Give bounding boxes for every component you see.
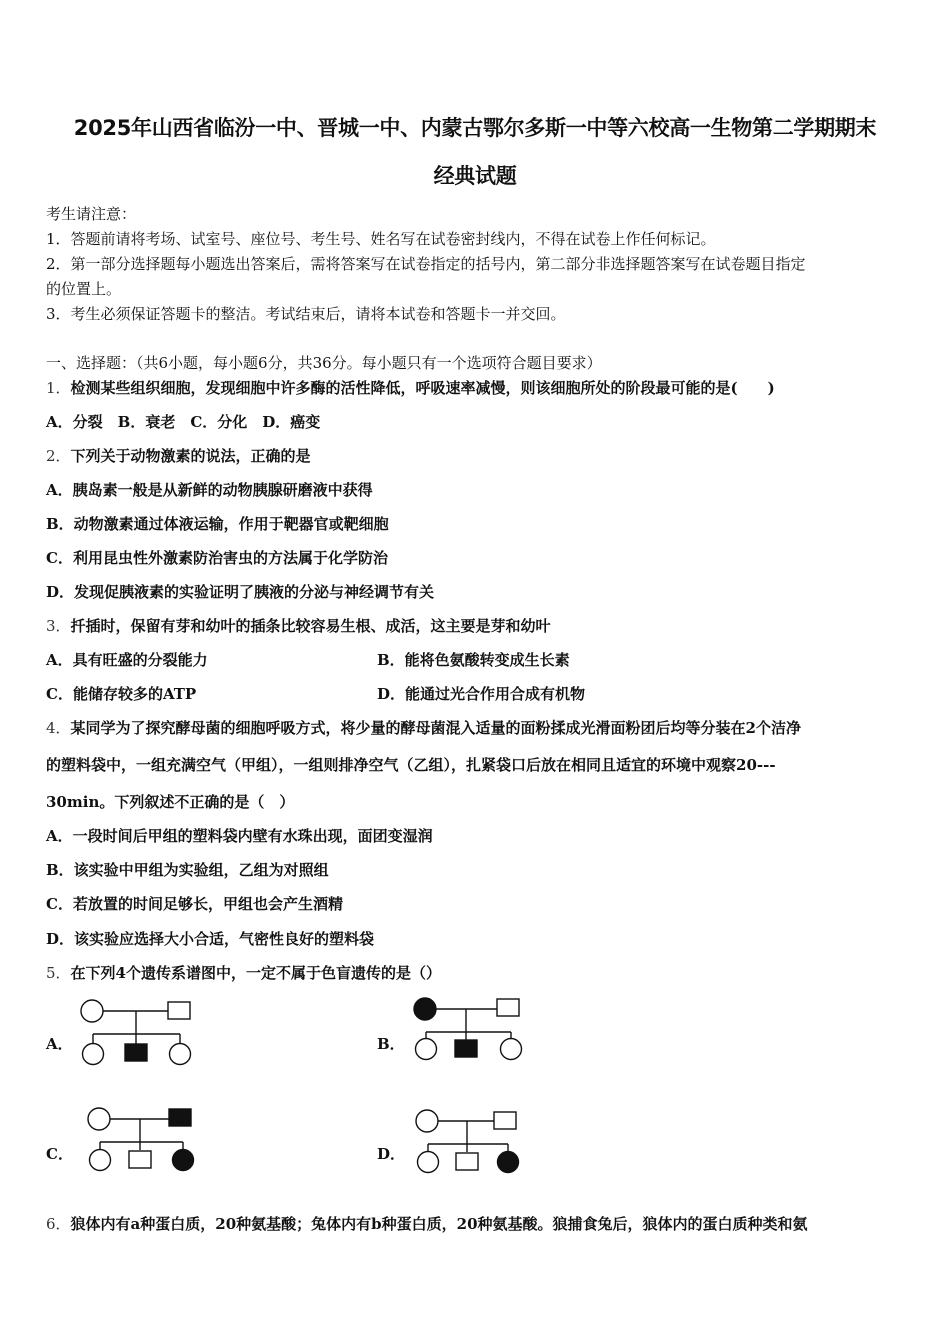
question-4-stem-2: 的塑料袋中，一组充满空气（甲组），一组则排净空气（乙组），扎紧袋口后放在相同且适宜的环境中观察20--- <box>46 756 776 774</box>
pedigree-c-affected-daughter <box>173 1150 194 1171</box>
pedigree-c-affected-father <box>169 1109 191 1126</box>
question-5-number: 5． <box>46 964 71 982</box>
pedigree-b-daughter <box>416 1039 437 1060</box>
pedigree-c-label: C． <box>46 1145 73 1163</box>
question-3-option-d: D．能通过光合作用合成有机物 <box>377 685 586 703</box>
question-3-stem: 扦插时，保留有芽和幼叶的插条比较容易生根、成活，这主要是芽和幼叶 <box>70 617 551 635</box>
pedigree-d-daughter <box>418 1152 439 1173</box>
notice-item-2: 2．第一部分选择题每小题选出答案后，需将答案写在试卷指定的括号内，第二部分非选择题答案写在试卷题目指定 <box>46 255 806 273</box>
question-1-number: 1． <box>46 379 71 397</box>
question-2-option-d: D．发现促胰液素的实验证明了胰液的分泌与神经调节有关 <box>46 583 435 601</box>
notice-item-1: 1．答题前请将考场、试室号、座位号、考生号、姓名写在试卷密封线内，不得在试卷上作任何标记。 <box>46 230 716 248</box>
section-heading: 一、选择题：（共6小题，每小题6分，共36分。每小题只有一个选项符合题目要求） <box>46 354 602 372</box>
question-2 <box>46 445 311 466</box>
question-6 <box>46 1213 808 1234</box>
pedigree-b-affected-son <box>455 1040 477 1057</box>
pedigree-c-daughter <box>90 1150 111 1171</box>
pedigree-c-mother <box>88 1108 110 1130</box>
question-1-stem: 检测某些组织细胞，发现细胞中许多酶的活性降低，呼吸速率减慢，则该细胞所处的阶段最可能的是( ) <box>70 379 775 397</box>
exam-title-line-1: 2025年山西省临汾一中、晋城一中、内蒙古鄂尔多斯一中等六校高一生物第二学期期末 <box>73 116 877 140</box>
pedigree-c-son <box>129 1151 151 1168</box>
pedigree-d-label: D． <box>377 1145 406 1163</box>
question-3-number: 3． <box>46 617 71 635</box>
notice-heading: 考生请注意： <box>46 205 137 223</box>
pedigree-b-label: B． <box>377 1035 405 1053</box>
question-4-stem-1: 某同学为了探究酵母菌的细胞呼吸方式，将少量的酵母菌混入适量的面粉揉成光滑面粉团后均等分装在2个洁净 <box>70 719 801 737</box>
question-2-stem: 下列关于动物激素的说法，正确的是 <box>70 447 311 465</box>
question-3 <box>46 615 551 636</box>
pedigree-a-father <box>168 1002 190 1019</box>
question-3-option-b: B．能将色氨酸转变成生长素 <box>377 651 570 669</box>
question-3-option-c: C．能储存较多的ATP <box>46 685 197 703</box>
pedigree-a-daughter-2 <box>170 1044 191 1065</box>
notice-item-3: 3．考生必须保证答题卡的整洁。考试结束后，请将本试卷和答题卡一并交回。 <box>46 305 566 323</box>
pedigree-b-diagram <box>412 996 532 1066</box>
exam-title-line-2: 经典试题 <box>433 164 517 188</box>
question-4-option-c: C．若放置的时间足够长，甲组也会产生酒精 <box>46 895 343 913</box>
question-4-option-d: D．该实验应选择大小合适，气密性良好的塑料袋 <box>46 930 375 948</box>
question-6-stem: 狼体内有a种蛋白质，20种氨基酸；兔体内有b种蛋白质，20种氨基酸。狼捕食兔后，狼体内的蛋白质种类和氨 <box>70 1215 808 1233</box>
pedigree-b-daughter-2 <box>501 1039 522 1060</box>
question-2-option-a: A．胰岛素一般是从新鲜的动物胰腺研磨液中获得 <box>46 481 373 499</box>
pedigree-b-affected-mother <box>414 998 436 1020</box>
question-2-number: 2． <box>46 447 71 465</box>
pedigree-a-affected-son <box>125 1044 147 1061</box>
pedigree-a-diagram <box>80 998 200 1068</box>
pedigree-d-mother <box>416 1110 438 1132</box>
pedigree-d-son <box>456 1153 478 1170</box>
question-5-stem: 在下列4个遗传系谱图中，一定不属于色盲遗传的是（） <box>70 964 441 982</box>
pedigree-d-diagram <box>414 1108 534 1178</box>
pedigree-a-daughter <box>83 1044 104 1065</box>
question-6-number: 6． <box>46 1215 71 1233</box>
question-3-option-a: A．具有旺盛的分裂能力 <box>46 651 208 669</box>
question-4-stem-3: 30min。下列叙述不正确的是（ ） <box>46 793 295 811</box>
question-4-option-a: A．一段时间后甲组的塑料袋内壁有水珠出现，面团变湿润 <box>46 827 433 845</box>
question-4-option-b: B．该实验中甲组为实验组，乙组为对照组 <box>46 861 329 879</box>
pedigree-d-father <box>494 1112 516 1129</box>
question-4-number: 4． <box>46 719 71 737</box>
question-1 <box>46 377 775 398</box>
pedigree-a-mother <box>81 1000 103 1022</box>
pedigree-a-label: A． <box>46 1035 73 1053</box>
pedigree-b-father <box>497 999 519 1016</box>
pedigree-d-affected-daughter <box>498 1152 519 1173</box>
question-2-option-b: B．动物激素通过体液运输，作用于靶器官或靶细胞 <box>46 515 389 533</box>
question-4 <box>46 717 801 738</box>
pedigree-c-diagram <box>86 1106 206 1176</box>
question-2-option-c: C．利用昆虫性外激素防治害虫的方法属于化学防治 <box>46 549 388 567</box>
question-5 <box>46 962 441 983</box>
question-1-options: A．分裂 B．衰老 C．分化 D．癌变 <box>46 413 321 431</box>
notice-item-2-cont: 的位置上。 <box>46 280 122 298</box>
